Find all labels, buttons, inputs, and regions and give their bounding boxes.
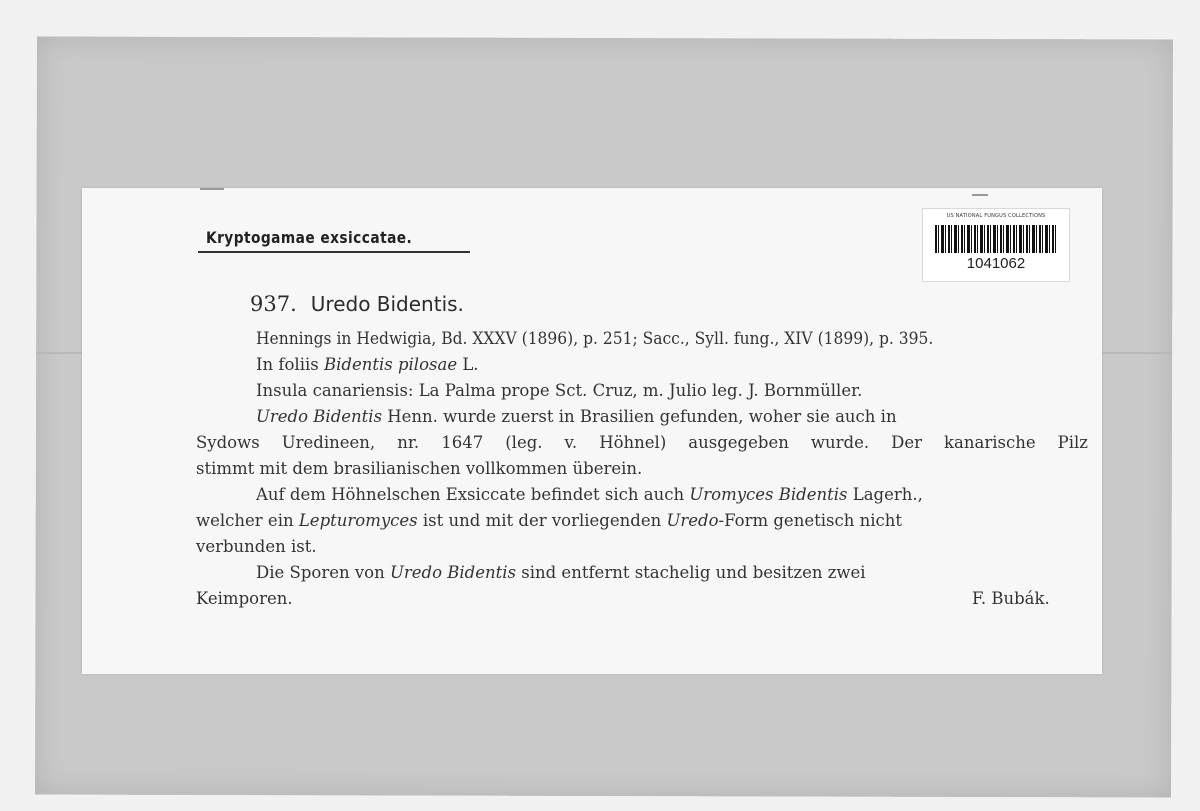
para2-line2-a: welcher ein <box>196 511 299 530</box>
para2-uredo: Uredo <box>666 511 719 530</box>
para1-line2: Sydows Uredineen, nr. 1647 (leg. v. Höhnel) ausgegeben wurde. Der kanarische Pilz <box>196 433 1088 452</box>
host-line <box>256 352 479 378</box>
para2-line2-c: -Form genetisch nicht <box>718 511 902 530</box>
author-signature: F. Bubák. <box>972 589 1050 608</box>
series-title: Kryptogamae exsiccatae. <box>206 228 413 247</box>
barcode-icon <box>935 225 1057 253</box>
para2-line3: verbunden ist. <box>196 537 317 556</box>
label-edge-mark <box>200 188 224 190</box>
para2-line2 <box>196 508 902 534</box>
barcode-number: 1041062 <box>966 255 1026 272</box>
host-suffix: L. <box>457 355 479 374</box>
entry-heading <box>250 292 464 316</box>
para2-line1-end: Lagerh., <box>847 485 923 504</box>
para2-line1-text: Auf dem Höhnelschen Exsiccate befindet sich auch <box>256 485 690 504</box>
para3-line1-b: sind entfernt stachelig und besitzen zwei <box>516 563 866 582</box>
para3-line1 <box>256 560 866 586</box>
para2-line1 <box>256 482 923 508</box>
para1-line1 <box>256 404 897 430</box>
species-name: Uredo Bidentis. <box>310 292 464 316</box>
para2-line2-b: ist und mit der vorliegenden <box>417 511 667 530</box>
label-edge-mark <box>972 194 988 196</box>
para3-species: Uredo Bidentis <box>389 563 516 582</box>
reference-line: Hennings in Hedwigia, Bd. XXXV (1896), p. 251; Sacc., Syll. fung., XIV (1899), p. 395. <box>256 329 934 348</box>
series-title-underline <box>198 251 470 253</box>
host-species: pilosae <box>392 355 458 374</box>
host-genus: Bidentis <box>323 355 393 374</box>
barcode-collection: US NATIONAL FUNGUS COLLECTIONS <box>946 213 1046 219</box>
entry-number: 937. <box>250 292 297 316</box>
host-prefix: In foliis <box>256 355 324 374</box>
para1-line3: stimmt mit dem brasilianischen vollkommen überein. <box>196 459 643 478</box>
para2-lepturomyces: Lepturomyces <box>298 511 418 530</box>
para3-line1-a: Die Sporen von <box>256 563 390 582</box>
specimen-label <box>82 188 1102 674</box>
para2-uromyces: Uromyces Bidentis <box>689 485 848 504</box>
barcode-label <box>922 208 1070 282</box>
para1-line1-text: Henn. wurde zuerst in Brasilien gefunden, woher sie auch in <box>382 407 897 426</box>
para3-line2: Keimporen. <box>196 589 293 608</box>
para1-species: Uredo Bidentis <box>256 407 383 426</box>
locality-line: Insula canariensis: La Palma prope Sct. Cruz, m. Julio leg. J. Bornmüller. <box>256 381 863 400</box>
